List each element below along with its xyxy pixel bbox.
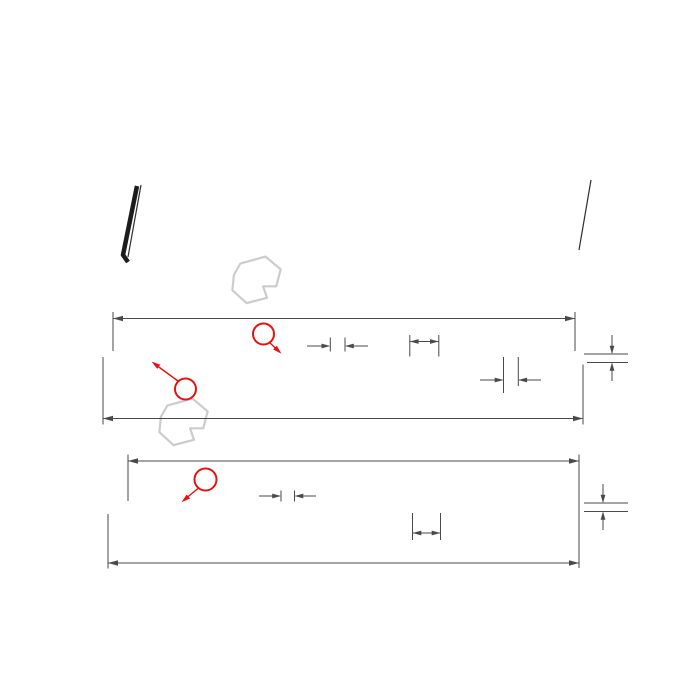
dim-rib-top-reverse bbox=[259, 491, 316, 502]
dim-valley-front bbox=[410, 335, 439, 357]
cross-section-front bbox=[103, 312, 628, 425]
dim-valley-reverse bbox=[413, 513, 441, 540]
point-label-r bbox=[182, 469, 217, 503]
gem-logo-icon bbox=[155, 397, 212, 447]
sheet-left-edge bbox=[123, 186, 137, 262]
point-label-b bbox=[253, 324, 282, 354]
watermark-logo-2 bbox=[155, 397, 212, 447]
dim-pitch-front bbox=[113, 312, 575, 351]
cross-section-reverse bbox=[108, 455, 628, 569]
dim-rib-top-front bbox=[307, 338, 368, 352]
dim-rib-top-bottom-front bbox=[480, 357, 541, 393]
profile-3d-view bbox=[123, 180, 591, 262]
gem-logo-icon bbox=[228, 255, 285, 305]
dim-pitch-reverse bbox=[128, 455, 579, 569]
dim-height-reverse bbox=[584, 484, 628, 530]
sheet-right-edge bbox=[579, 180, 591, 250]
point-label-a bbox=[152, 362, 197, 400]
watermark-logo-1 bbox=[228, 255, 285, 305]
dim-overall-width-reverse bbox=[108, 514, 579, 569]
dim-height-front bbox=[584, 335, 628, 381]
